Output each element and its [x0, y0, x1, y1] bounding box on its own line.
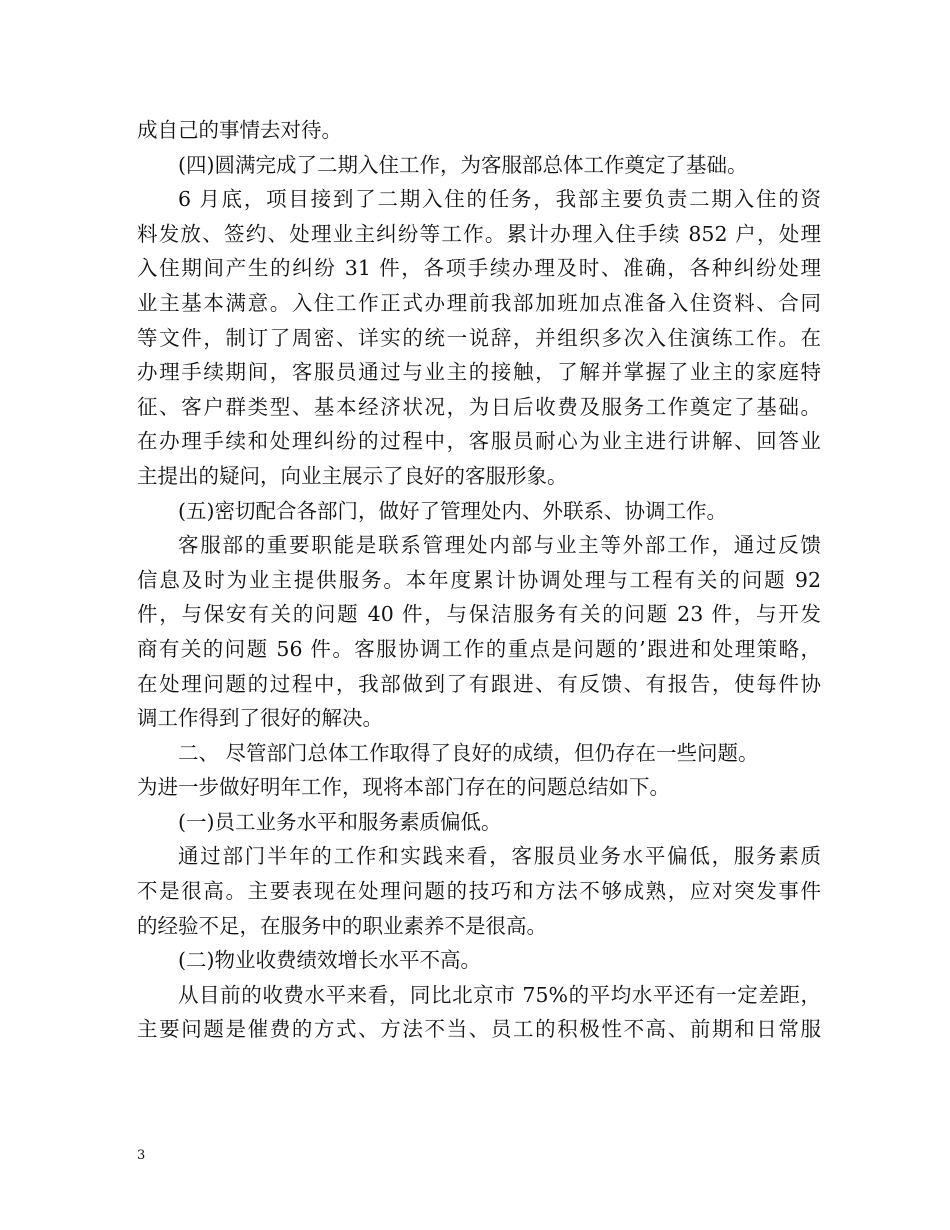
text-line: (二)物业收费绩效增长水平不高。	[178, 948, 481, 973]
text-line: (四)圆满完成了二期入住工作，为客服部总体工作奠定了基础。	[178, 152, 748, 177]
text-line: 主要问题是催费的方式、方法不当、员工的积极性不高、前期和日常服	[137, 1017, 821, 1042]
text-line: 等文件，制订了周密、详实的统一说辞，并组织多次入住演练工作。在	[137, 325, 821, 350]
page-number: 3	[137, 1148, 146, 1163]
text-line: 办理手续期间，客服员通过与业主的接触，了解并掌握了业主的家庭特	[137, 360, 821, 385]
text-line: 客服部的重要职能是联系管理处内部与业主等外部工作，通过反馈	[178, 533, 821, 558]
text-line: 二、 尽管部门总体工作取得了良好的成绩，但仍存在一些问题。	[178, 740, 759, 765]
text-line: 不是很高。主要表现在处理问题的技巧和方法不够成熟，应对突发事件	[137, 879, 821, 904]
text-line: 商有关的问题 56 件。客服协调工作的重点是问题的’跟进和处理策略，	[137, 636, 821, 661]
text-line: 料发放、签约、处理业主纠纷等工作。累计办理入住手续 852 户，处理	[137, 221, 821, 246]
text-line: (五)密切配合各部门，做好了管理处内、外联系、协调工作。	[178, 498, 727, 523]
text-line: 主提出的疑问，向业主展示了良好的客服形象。	[137, 463, 568, 488]
document-body	[137, 113, 821, 1047]
text-line: 入住期间产生的纠纷 31 件，各项手续办理及时、准确，各种纠纷处理	[137, 256, 821, 281]
text-line: 的经验不足，在服务中的职业素养不是很高。	[137, 913, 547, 938]
text-line: 在办理手续和处理纠纷的过程中，客服员耐心为业主进行讲解、回答业	[137, 429, 821, 454]
text-line: 业主基本满意。入住工作正式办理前我部加班加点准备入住资料、合同	[137, 290, 821, 315]
text-line: 6 月底，项目接到了二期入住的任务，我部主要负责二期入住的资	[178, 187, 821, 212]
text-line: 在处理问题的过程中，我部做到了有跟进、有反馈、有报告，使每件协	[137, 671, 821, 696]
text-line: 调工作得到了很好的解决。	[137, 706, 383, 731]
text-line: 征、客户群类型、基本经济状况，为日后收费及服务工作奠定了基础。	[137, 394, 821, 419]
text-line: 成自己的事情去对待。	[137, 118, 342, 142]
text-line: 从目前的收费水平来看，同比北京市 75%的平均水平还有一定差距，	[178, 982, 821, 1007]
text-line: 信息及时为业主提供服务。本年度累计协调处理与工程有关的问题 92	[137, 567, 821, 592]
text-line: 为进一步做好明年工作，现将本部门存在的问题总结如下。	[137, 775, 670, 800]
text-line: 通过部门半年的工作和实践来看，客服员业务水平偏低，服务素质	[178, 844, 821, 869]
text-line: (一)员工业务水平和服务素质偏低。	[178, 809, 502, 834]
text-line: 件，与保安有关的问题 40 件，与保洁服务有关的问题 23 件，与开发	[137, 602, 821, 627]
